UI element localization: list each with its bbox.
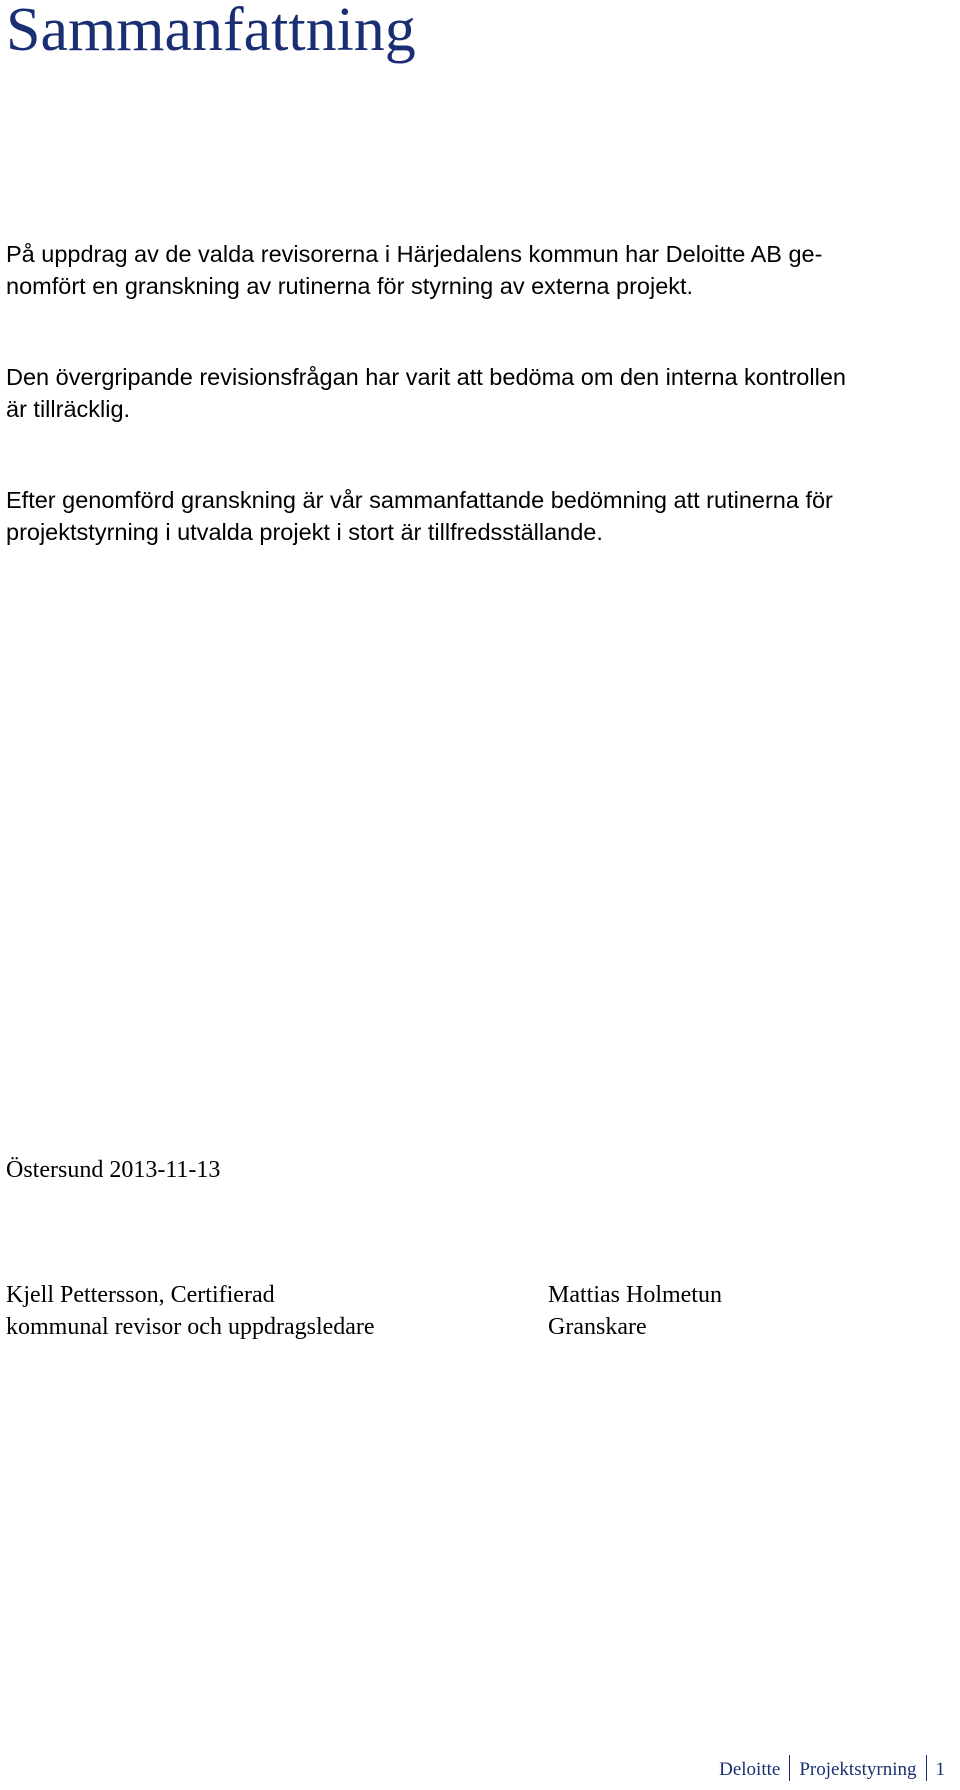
footer-divider: [926, 1755, 927, 1781]
paragraph-line: projektstyrning i utvalda projekt i stort är tillfredsställande.: [6, 519, 603, 545]
signatory-reviewer: [548, 1279, 722, 1343]
paragraph-line: Den övergripande revisionsfrågan har varit att bedöma om den interna kontrollen: [6, 364, 846, 390]
footer-company: Deloitte: [719, 1759, 781, 1780]
signatory-lead-auditor: [6, 1279, 375, 1343]
paragraph-line: är tillräcklig.: [6, 396, 131, 422]
signatory-name: Mattias Holmetun: [548, 1282, 722, 1308]
paragraph-line: nomfört en granskning av rutinerna för styrning av externa projekt.: [6, 273, 694, 299]
paragraph-line: Efter genomförd granskning är vår sammanfattande bedömning att rutinerna för: [6, 487, 833, 513]
signatory-name: Kjell Pettersson, Certifierad: [6, 1282, 275, 1308]
summary-paragraph-conclusion: [6, 484, 946, 548]
summary-paragraph-audit-question: [6, 361, 946, 425]
summary-paragraph-assignment: [6, 238, 946, 302]
page-footer: [710, 1757, 954, 1783]
paragraph-line: På uppdrag av de valda revisorerna i Härjedalens kommun har Deloitte AB ge-: [6, 241, 823, 267]
footer-divider: [789, 1755, 790, 1781]
signatory-title: Granskare: [548, 1314, 647, 1340]
footer-page-number: 1: [935, 1759, 945, 1780]
signatory-title: kommunal revisor och uppdragsledare: [6, 1314, 375, 1340]
page-title: Sammanfattning: [6, 0, 416, 64]
footer-document-name: Projektstyrning: [799, 1759, 917, 1780]
place-and-date: Östersund 2013-11-13: [6, 1157, 221, 1183]
